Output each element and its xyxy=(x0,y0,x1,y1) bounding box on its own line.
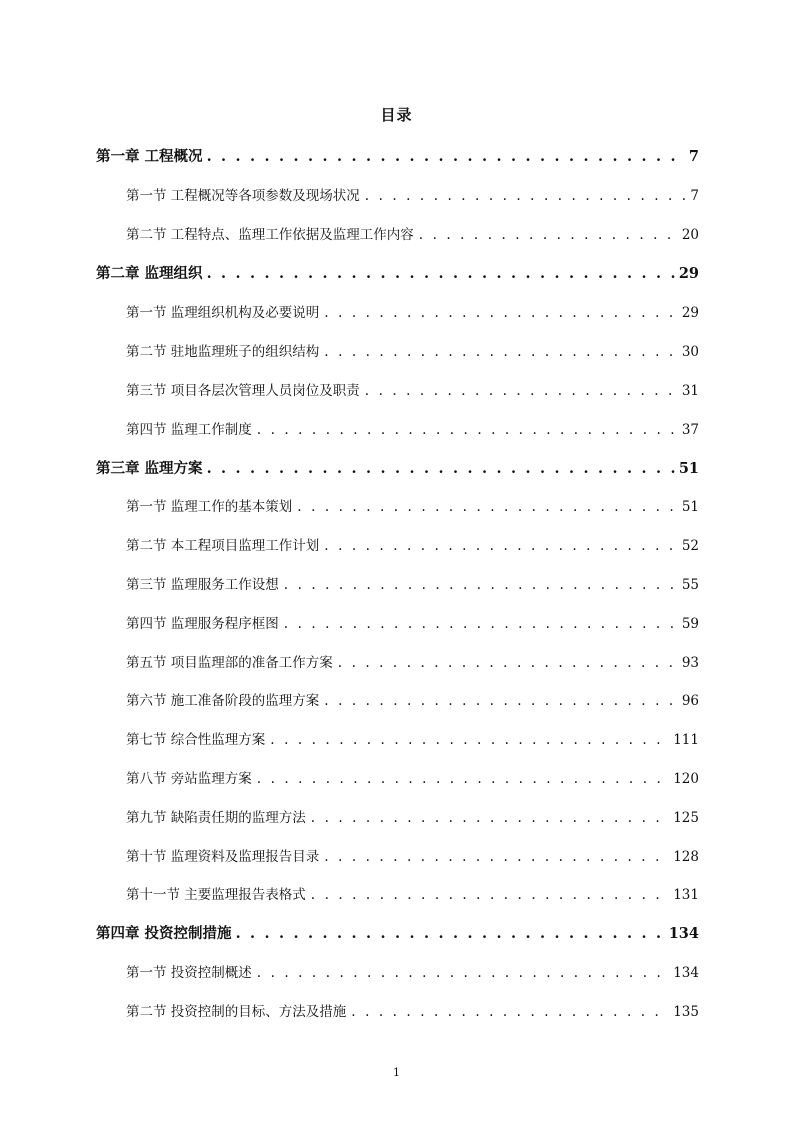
toc-entry-label: 第三节 监理服务工作设想 xyxy=(126,577,279,593)
toc-entry-label: 第一章 工程概况 xyxy=(96,148,203,165)
toc-entry-page: 135 xyxy=(673,1004,699,1020)
toc-entry-section[interactable] xyxy=(126,651,699,671)
toc-entry-page: 29 xyxy=(678,265,699,282)
toc-entry-section[interactable] xyxy=(126,223,699,243)
toc-entry-section[interactable] xyxy=(126,301,699,321)
toc-entry-page: 134 xyxy=(673,965,699,981)
toc-entry-section[interactable] xyxy=(126,418,699,438)
toc-entry-page: 37 xyxy=(681,422,699,438)
toc-entry-page: 29 xyxy=(681,305,699,321)
toc-entry-page: 55 xyxy=(681,577,699,593)
toc-entry-label: 第十节 监理资料及监理报告目录 xyxy=(126,849,320,865)
toc-entry-section[interactable] xyxy=(126,184,699,204)
toc-entry-chapter-3[interactable] xyxy=(96,457,699,478)
toc-entry-label: 第七节 综合性监理方案 xyxy=(126,732,266,748)
toc-entry-label: 第五节 项目监理部的准备工作方案 xyxy=(126,655,333,671)
toc-entry-label: 第三节 项目各层次管理人员岗位及职责 xyxy=(126,383,360,399)
toc-leader-dots xyxy=(365,188,686,204)
toc-entry-chapter-1[interactable] xyxy=(96,145,699,166)
toc-entry-section[interactable] xyxy=(126,728,699,748)
page-number: 1 xyxy=(393,1066,400,1079)
toc-leader-dots xyxy=(257,422,677,438)
toc-entry-page: 131 xyxy=(673,887,699,903)
toc-entry-section[interactable] xyxy=(126,961,699,981)
toc-leader-dots xyxy=(207,148,685,165)
toc-leader-dots xyxy=(257,771,668,787)
toc-leader-dots xyxy=(338,655,677,671)
toc-entry-chapter-2[interactable] xyxy=(96,262,699,283)
toc-entry-page: 7 xyxy=(690,188,699,204)
toc-leader-dots xyxy=(311,887,668,903)
toc-entry-label: 第一节 投资控制概述 xyxy=(126,965,252,981)
toc-entry-label: 第四节 监理工作制度 xyxy=(126,422,252,438)
toc-leader-dots xyxy=(257,965,668,981)
toc-entry-chapter-4[interactable] xyxy=(96,922,699,943)
toc-entry-label: 第二节 工程特点、监理工作依据及监理工作内容 xyxy=(126,227,414,243)
toc-entry-page: 59 xyxy=(681,616,699,632)
toc-leader-dots xyxy=(270,732,668,748)
toc-entry-section[interactable] xyxy=(126,689,699,709)
toc-entry-section[interactable] xyxy=(126,845,699,865)
toc-entry-label: 第九节 缺陷责任期的监理方法 xyxy=(126,810,306,826)
toc-entry-page: 125 xyxy=(673,810,699,826)
toc-entry-section[interactable] xyxy=(126,767,699,787)
toc-leader-dots xyxy=(351,1004,668,1020)
toc-leader-dots xyxy=(324,344,677,360)
toc-entry-label: 第六节 施工准备阶段的监理方案 xyxy=(126,693,320,709)
toc-leader-dots xyxy=(324,849,668,865)
toc-leader-dots xyxy=(419,227,677,243)
toc-leader-dots xyxy=(284,616,677,632)
toc-entry-section[interactable] xyxy=(126,379,699,399)
toc-entry-page: 134 xyxy=(668,925,699,942)
toc-entry-section[interactable] xyxy=(126,883,699,903)
toc-entry-page: 128 xyxy=(673,849,699,865)
toc-entry-page: 20 xyxy=(681,227,699,243)
toc-entry-page: 52 xyxy=(681,538,699,554)
toc-entry-section[interactable] xyxy=(126,806,699,826)
toc-leader-dots xyxy=(284,577,677,593)
toc-entry-section[interactable] xyxy=(126,495,699,515)
toc-leader-dots xyxy=(324,693,677,709)
toc-entry-label: 第四节 监理服务程序框图 xyxy=(126,616,279,632)
toc-leader-dots xyxy=(207,460,675,477)
toc-leader-dots xyxy=(236,925,665,942)
toc-entry-page: 51 xyxy=(678,460,699,477)
toc-entry-label: 第二章 监理组织 xyxy=(96,265,203,282)
toc-entry-page: 93 xyxy=(681,655,699,671)
toc-entry-section[interactable] xyxy=(126,1000,699,1020)
toc-leader-dots xyxy=(365,383,677,399)
toc-entry-page: 120 xyxy=(673,771,699,787)
toc-entry-label: 第二节 本工程项目监理工作计划 xyxy=(126,538,320,554)
toc-entry-page: 51 xyxy=(681,499,699,515)
toc-entry-label: 第八节 旁站监理方案 xyxy=(126,771,252,787)
toc-entry-label: 第二节 投资控制的目标、方法及措施 xyxy=(126,1004,347,1020)
toc-leader-dots xyxy=(297,499,677,515)
toc-leader-dots xyxy=(207,265,675,282)
toc-entry-page: 7 xyxy=(688,148,699,165)
toc-entry-section[interactable] xyxy=(126,340,699,360)
toc-entry-label: 第二节 驻地监理班子的组织结构 xyxy=(126,344,320,360)
toc-entry-label: 第一节 监理组织机构及必要说明 xyxy=(126,305,320,321)
toc-entry-label: 第三章 监理方案 xyxy=(96,460,203,477)
toc-entry-label: 第一节 工程概况等各项参数及现场状况 xyxy=(126,188,360,204)
toc-entry-section[interactable] xyxy=(126,534,699,554)
toc-leader-dots xyxy=(311,810,668,826)
toc-entry-page: 30 xyxy=(681,344,699,360)
toc-entry-label: 第十一节 主要监理报告表格式 xyxy=(126,887,306,903)
toc-entry-section[interactable] xyxy=(126,573,699,593)
toc-entry-label: 第一节 监理工作的基本策划 xyxy=(126,499,293,515)
toc-entry-page: 111 xyxy=(673,732,699,748)
toc-entry-page: 96 xyxy=(681,693,699,709)
toc-entry-section[interactable] xyxy=(126,612,699,632)
toc-leader-dots xyxy=(324,305,677,321)
toc-leader-dots xyxy=(324,538,677,554)
toc-entry-page: 31 xyxy=(681,383,699,399)
toc-entry-label: 第四章 投资控制措施 xyxy=(96,925,232,942)
page-title: 目录 xyxy=(380,106,413,124)
